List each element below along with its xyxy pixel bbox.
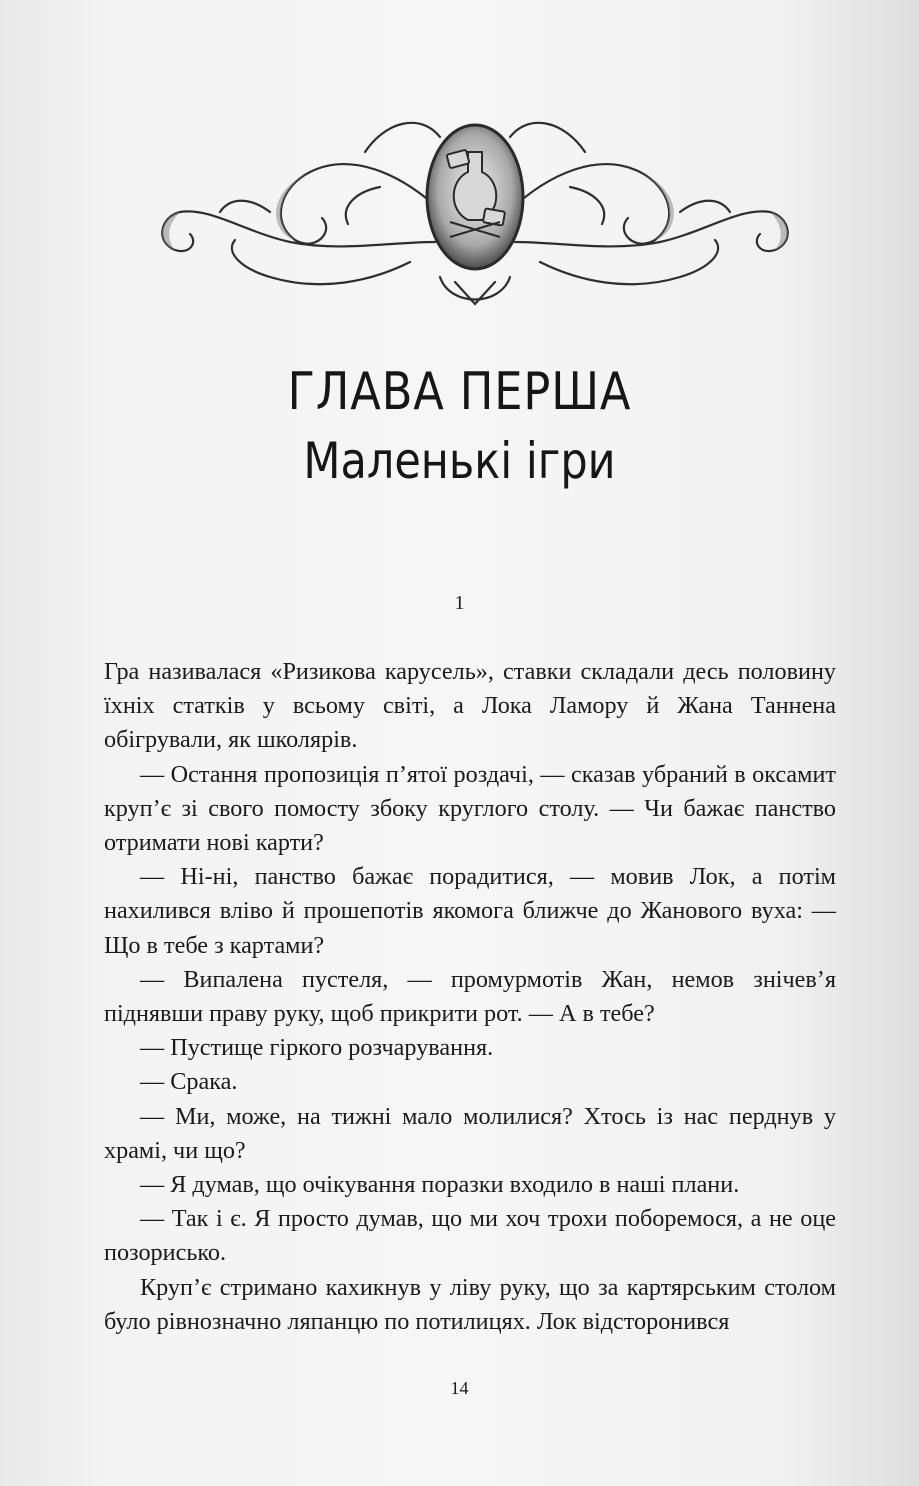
page-number: 14 [450, 1378, 469, 1398]
paragraph: — Випалена пустеля, — промурмотів Жан, немов знічев’я піднявши праву руку, щоб прикрити рот. — А в тебе? [104, 965, 836, 1028]
body-text [104, 655, 836, 1339]
paragraph: — Так і є. Я просто думав, що ми хоч трохи поборемося, а не оце позорисько. [104, 1205, 836, 1267]
paragraph: Круп’є стримано кахикнув у ліву руку, що за картярським столом було рівнозначно ляпанцю по потилицях. Лок відсторонився [104, 1273, 836, 1335]
chapter-ornament-icon [150, 92, 800, 312]
paragraph: — Остання пропозиція п’ятої роздачі, — сказав убраний в оксамит круп’є зі свого помосту збоку круглого столу. — Чи бажає панство отримати нові карти? [104, 760, 836, 857]
paragraph: — Пустище гіркого розчарування. [140, 1034, 494, 1062]
paragraph: — Ні-ні, панство бажає порадитися, — мовив Лок, а потім нахилився вліво й прошепотів якомога ближче до Жанового вуха: — Що в тебе з картами? [104, 863, 836, 959]
paragraph: Гра називалася «Ризикова карусель», ставки складали десь половину їхніх статків у всьому світі, а Лока Ламору й Жана Таннена обігрували, як школярів. [104, 658, 836, 754]
paragraph: — Срака. [140, 1068, 238, 1096]
chapter-subtitle: Маленькі ігри [303, 432, 616, 490]
paragraph: — Ми, може, на тижні мало молилися? Хтось із нас перднув у храмі, чи що? [104, 1102, 836, 1164]
chapter-title: ГЛАВА ПЕРША [287, 362, 632, 422]
section-number: 1 [454, 592, 465, 614]
paragraph: — Я думав, що очікування поразки входило в наші плани. [140, 1171, 740, 1199]
